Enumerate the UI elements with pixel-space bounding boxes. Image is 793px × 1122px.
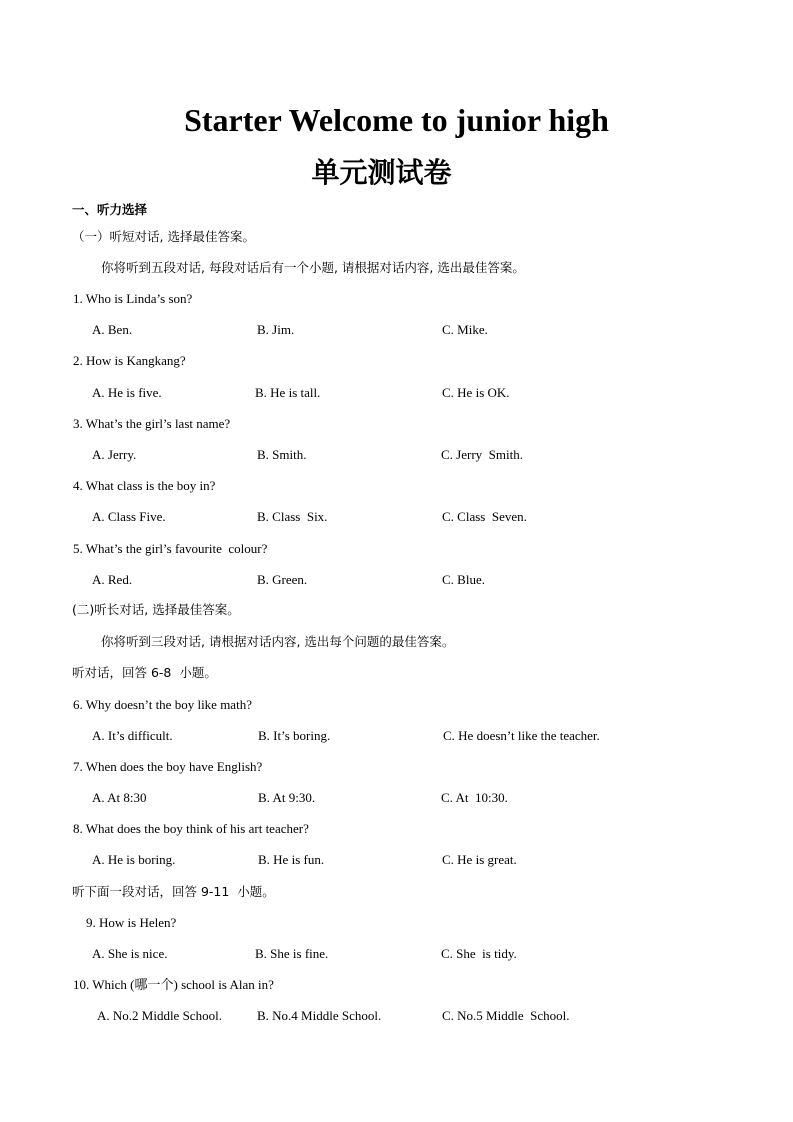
question-text: 5. What’s the girl’s favourite colour?: [73, 541, 268, 556]
option-c: C. He doesn’t like the teacher.: [443, 728, 600, 743]
page-subtitle: 单元测试卷: [311, 156, 452, 189]
question-text: 9. How is Helen?: [86, 915, 177, 930]
option-c: C. Mike.: [442, 322, 488, 337]
option-b: B. He is tall.: [255, 385, 321, 400]
option-b: B. Smith.: [257, 447, 307, 462]
option-a: A. He is five.: [92, 385, 162, 400]
question-text: 10. Which (哪一个) school is Alan in?: [73, 977, 274, 992]
option-b: B. Class Six.: [257, 509, 328, 524]
page-title: Starter Welcome to junior high: [184, 102, 609, 138]
group-label: 听下面一段对话，回答 9-11 小题。: [72, 884, 275, 899]
option-b: B. It’s boring.: [258, 728, 331, 743]
question-text: 3. What’s the girl’s last name?: [73, 416, 231, 431]
option-a: A. He is boring.: [92, 852, 176, 867]
option-a: A. No.2 Middle School.: [97, 1008, 222, 1023]
question-text: 4. What class is the boy in?: [73, 478, 216, 493]
option-a: A. Red.: [92, 572, 133, 587]
option-c: C. She is tidy.: [441, 946, 517, 961]
option-a: A. Class Five.: [92, 509, 166, 524]
option-a: A. It’s difficult.: [92, 728, 173, 743]
part-heading: （一）听短对话, 选择最佳答案。: [72, 229, 255, 244]
section-heading: 一、听力选择: [72, 202, 148, 217]
part-heading: (二)听长对话, 选择最佳答案。: [72, 602, 240, 617]
group-label: 听对话，回答 6-8 小题。: [72, 665, 217, 680]
part-instruction: 你将听到五段对话, 每段对话后有一个小题, 请根据对话内容, 选出最佳答案。: [101, 260, 525, 275]
option-c: C. Blue.: [442, 572, 485, 587]
question-text: 6. Why doesn’t the boy like math?: [73, 697, 252, 712]
option-b: B. Green.: [257, 572, 308, 587]
option-c: C. No.5 Middle School.: [442, 1008, 570, 1023]
question-text: 7. When does the boy have English?: [73, 759, 263, 774]
option-b: B. At 9:30.: [258, 790, 316, 805]
option-c: C. Jerry Smith.: [441, 447, 523, 462]
question-text: 1. Who is Linda’s son?: [73, 291, 193, 306]
option-a: A. At 8:30: [92, 790, 147, 805]
option-c: C. At 10:30.: [441, 790, 508, 805]
option-a: A. Jerry.: [92, 447, 137, 462]
option-b: B. She is fine.: [255, 946, 329, 961]
option-c: C. He is OK.: [442, 385, 510, 400]
question-text: 2. How is Kangkang?: [73, 353, 186, 368]
part-instruction: 你将听到三段对话, 请根据对话内容, 选出每个问题的最佳答案。: [101, 634, 455, 649]
option-b: B. He is fun.: [258, 852, 325, 867]
question-text: 8. What does the boy think of his art teacher?: [73, 821, 309, 836]
option-a: A. Ben.: [92, 322, 133, 337]
option-c: C. Class Seven.: [442, 509, 527, 524]
option-a: A. She is nice.: [92, 946, 168, 961]
option-b: B. No.4 Middle School.: [257, 1008, 382, 1023]
option-c: C. He is great.: [442, 852, 517, 867]
option-b: B. Jim.: [257, 322, 295, 337]
